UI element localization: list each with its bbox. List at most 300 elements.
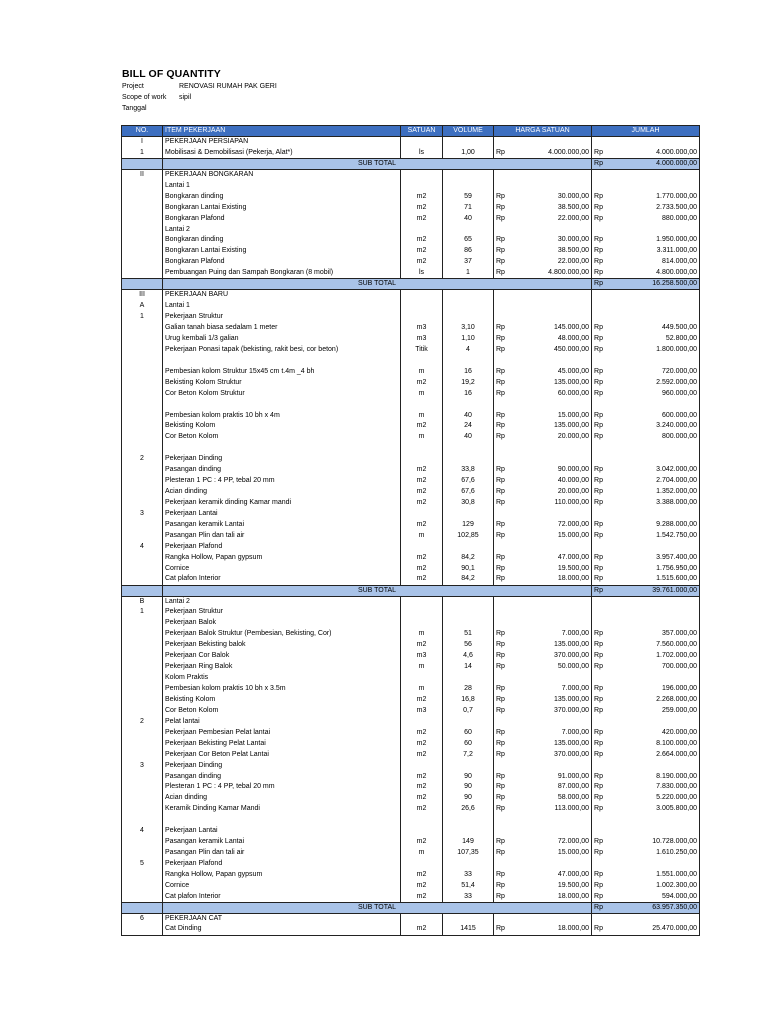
cell-harga-currency [494, 137, 516, 148]
cell-volume: 67,6 [443, 476, 494, 487]
cell-jumlah-currency: Rp [592, 432, 609, 443]
cell-item: Pekerjaan Plafond [163, 859, 401, 870]
table-row [122, 651, 700, 662]
cell-harga-satuan [516, 399, 592, 410]
cell-volume [443, 826, 494, 837]
cell-jumlah [609, 716, 700, 727]
cell-volume [443, 760, 494, 771]
cell-no [122, 552, 163, 563]
cell-jumlah-currency: Rp [592, 334, 609, 345]
cell-item: Cat plafon Interior [163, 891, 401, 902]
cell-volume [443, 180, 494, 191]
cell-no [122, 880, 163, 891]
cell-jumlah-currency: Rp [592, 487, 609, 498]
cell-jumlah: 7.830.000,00 [609, 782, 700, 793]
cell-harga-currency [494, 541, 516, 552]
table-row [122, 749, 700, 760]
cell-item: Bongkaran dinding [163, 235, 401, 246]
cell-volume: 84,2 [443, 574, 494, 585]
cell-satuan [401, 312, 443, 323]
cell-no [122, 848, 163, 859]
cell-jumlah: 1.515.600,00 [609, 574, 700, 585]
cell-item: Pekerjaan Plafond [163, 541, 401, 552]
cell-harga-currency: Rp [494, 684, 516, 695]
cell-jumlah: 3.042.000,00 [609, 465, 700, 476]
cell-no [122, 421, 163, 432]
table-row [122, 213, 700, 224]
cell-satuan: m [401, 684, 443, 695]
cell-volume: 37 [443, 257, 494, 268]
cell-jumlah [609, 399, 700, 410]
cell-jumlah: 420.000,00 [609, 727, 700, 738]
cell-item: Pekerjaan Lantai [163, 826, 401, 837]
cell-satuan: m2 [401, 727, 443, 738]
table-row [122, 454, 700, 465]
table-row [122, 618, 700, 629]
cell-volume: 107,35 [443, 848, 494, 859]
cell-satuan [401, 180, 443, 191]
cell-item: Pekerjaan Dinding [163, 454, 401, 465]
cell-harga-currency: Rp [494, 793, 516, 804]
cell-harga-currency: Rp [494, 530, 516, 541]
cell-no: A [122, 301, 163, 312]
cell-jumlah: 3.240.000,00 [609, 421, 700, 432]
cell-volume: 33 [443, 891, 494, 902]
cell-harga-satuan: 48.000,00 [516, 334, 592, 345]
cell-item: Pekerjaan Ring Balok [163, 662, 401, 673]
cell-jumlah-currency: Rp [592, 793, 609, 804]
cell-item: Cat Dinding [163, 924, 401, 935]
cell-no [122, 673, 163, 684]
cell-volume: 60 [443, 738, 494, 749]
cell-harga-satuan [516, 312, 592, 323]
cell-harga-currency: Rp [494, 727, 516, 738]
cell-harga-satuan [516, 541, 592, 552]
cell-jumlah-currency: Rp [592, 519, 609, 530]
cell-jumlah-currency [592, 913, 609, 924]
cell-item: Lantai 1 [163, 180, 401, 191]
cell-satuan [401, 509, 443, 520]
cell-harga-currency [494, 760, 516, 771]
cell-no [122, 705, 163, 716]
cell-jumlah-currency [592, 859, 609, 870]
table-row [122, 191, 700, 202]
cell-jumlah-currency: Rp [592, 268, 609, 279]
cell-harga-currency: Rp [494, 257, 516, 268]
cell-jumlah-currency: Rp [592, 498, 609, 509]
cell-item: Mobilisasi & Demobilisasi (Pekerja, Alat*) [163, 147, 401, 158]
cell-jumlah: 594.000,00 [609, 891, 700, 902]
cell-jumlah [609, 137, 700, 148]
cell-no: 3 [122, 760, 163, 771]
cell-no: II [122, 169, 163, 180]
cell-item: Bekisting Kolom Struktur [163, 377, 401, 388]
cell-jumlah-currency: Rp [592, 749, 609, 760]
cell-volume [443, 596, 494, 607]
cell-no [122, 749, 163, 760]
cell-harga-satuan: 450.000,00 [516, 344, 592, 355]
table-row [122, 552, 700, 563]
cell-harga-currency: Rp [494, 695, 516, 706]
cell-harga-satuan: 58.000,00 [516, 793, 592, 804]
cell-item: Pekerjaan Pembesian Pelat lantai [163, 727, 401, 738]
cell-jumlah: 2.268.000,00 [609, 695, 700, 706]
cell-no [122, 782, 163, 793]
cell-satuan: ls [401, 268, 443, 279]
cell-harga-currency: Rp [494, 870, 516, 881]
cell-jumlah-currency: Rp [592, 870, 609, 881]
cell-no [122, 640, 163, 651]
table-row [122, 563, 700, 574]
cell-jumlah-currency: Rp [592, 727, 609, 738]
cell-no: 1 [122, 312, 163, 323]
cell-jumlah-currency [592, 815, 609, 826]
cell-item: Pelat lantai [163, 716, 401, 727]
cell-volume [443, 312, 494, 323]
cell-jumlah-currency [592, 716, 609, 727]
cell-harga-satuan: 15.000,00 [516, 848, 592, 859]
cell-no [122, 246, 163, 257]
cell-no [122, 191, 163, 202]
cell-item: Pasangan dinding [163, 771, 401, 782]
cell-harga-currency: Rp [494, 388, 516, 399]
cell-harga-satuan: 15.000,00 [516, 410, 592, 421]
cell-harga-currency: Rp [494, 837, 516, 848]
table-row [122, 487, 700, 498]
cell-harga-satuan: 19.500,00 [516, 880, 592, 891]
cell-jumlah-currency: Rp [592, 202, 609, 213]
cell-no: 1 [122, 607, 163, 618]
cell-harga-currency: Rp [494, 552, 516, 563]
header-satuan: SATUAN [401, 126, 443, 137]
cell-harga-currency: Rp [494, 749, 516, 760]
cell-harga-satuan [516, 454, 592, 465]
cell-no [122, 815, 163, 826]
subtotal-currency: Rp [592, 158, 609, 169]
table-row [122, 760, 700, 771]
cell-volume: 1,00 [443, 147, 494, 158]
cell-volume: 129 [443, 519, 494, 530]
cell-harga-satuan: 135.000,00 [516, 640, 592, 651]
cell-harga-satuan [516, 169, 592, 180]
cell-jumlah-currency: Rp [592, 640, 609, 651]
meta-value: sipil [179, 94, 192, 101]
cell-satuan [401, 301, 443, 312]
cell-volume [443, 399, 494, 410]
table-row [122, 640, 700, 651]
subtotal-row [122, 279, 700, 290]
cell-volume [443, 301, 494, 312]
cell-satuan [401, 355, 443, 366]
cell-satuan: m2 [401, 837, 443, 848]
meta-scope [122, 94, 192, 101]
cell-harga-satuan: 113.000,00 [516, 804, 592, 815]
cell-satuan: m3 [401, 323, 443, 334]
cell-volume: 90 [443, 782, 494, 793]
table-row [122, 727, 700, 738]
cell-item: Kolom Praktis [163, 673, 401, 684]
cell-volume [443, 290, 494, 301]
cell-harga-currency [494, 607, 516, 618]
cell-harga-satuan: 145.000,00 [516, 323, 592, 334]
cell-harga-currency [494, 673, 516, 684]
cell-item: Plesteran 1 PC : 4 PP, tebal 20 mm [163, 476, 401, 487]
cell-harga-satuan [516, 355, 592, 366]
table-row [122, 410, 700, 421]
table-row [122, 169, 700, 180]
cell-harga-currency [494, 312, 516, 323]
cell-volume [443, 815, 494, 826]
cell-volume: 19,2 [443, 377, 494, 388]
cell-no [122, 487, 163, 498]
table-row [122, 137, 700, 148]
cell-harga-currency: Rp [494, 924, 516, 935]
cell-jumlah [609, 180, 700, 191]
cell-no [122, 355, 163, 366]
cell-jumlah-currency: Rp [592, 695, 609, 706]
meta-label: Project [122, 83, 144, 90]
cell-jumlah-currency: Rp [592, 662, 609, 673]
cell-jumlah: 1.352.000,00 [609, 487, 700, 498]
cell-item: Pembesian kolom praktis 10 bh x 4m [163, 410, 401, 421]
cell-no [122, 476, 163, 487]
cell-harga-currency: Rp [494, 268, 516, 279]
cell-jumlah: 1.610.250,00 [609, 848, 700, 859]
cell-satuan: m2 [401, 640, 443, 651]
cell-harga-satuan: 370.000,00 [516, 651, 592, 662]
cell-harga-satuan: 38.500,00 [516, 246, 592, 257]
cell-satuan: m2 [401, 519, 443, 530]
cell-no: 4 [122, 541, 163, 552]
cell-satuan [401, 913, 443, 924]
cell-satuan: m2 [401, 738, 443, 749]
cell-satuan: m2 [401, 924, 443, 935]
cell-harga-currency [494, 913, 516, 924]
boq-table [121, 125, 700, 936]
table-row [122, 290, 700, 301]
cell-jumlah-currency: Rp [592, 344, 609, 355]
cell-harga-satuan [516, 137, 592, 148]
cell-harga-currency [494, 301, 516, 312]
cell-volume: 28 [443, 684, 494, 695]
cell-harga-currency: Rp [494, 880, 516, 891]
cell-no [122, 257, 163, 268]
subtotal-row [122, 585, 700, 596]
cell-volume: 1,10 [443, 334, 494, 345]
cell-harga-satuan: 38.500,00 [516, 202, 592, 213]
meta-label: Scope of work [122, 94, 167, 101]
cell-satuan: m [401, 662, 443, 673]
cell-volume: 26,6 [443, 804, 494, 815]
table-row [122, 782, 700, 793]
cell-jumlah: 52.800,00 [609, 334, 700, 345]
cell-item: PEKERJAAN CAT [163, 913, 401, 924]
cell-jumlah-currency [592, 541, 609, 552]
cell-jumlah: 2.704.000,00 [609, 476, 700, 487]
cell-satuan [401, 541, 443, 552]
cell-satuan: m2 [401, 552, 443, 563]
cell-jumlah-currency [592, 826, 609, 837]
cell-no: III [122, 290, 163, 301]
cell-harga-satuan: 7.000,00 [516, 684, 592, 695]
cell-volume [443, 541, 494, 552]
table-row [122, 476, 700, 487]
cell-item: Pasangan Plin dan tali air [163, 530, 401, 541]
cell-no [122, 618, 163, 629]
cell-satuan: m [401, 629, 443, 640]
cell-item: Urug kembali 1/3 galian [163, 334, 401, 345]
cell-satuan: m2 [401, 191, 443, 202]
cell-harga-currency: Rp [494, 771, 516, 782]
cell-item: Cornice [163, 880, 401, 891]
cell-satuan [401, 137, 443, 148]
cell-satuan [401, 399, 443, 410]
subtotal-row [122, 158, 700, 169]
cell-volume: 16,8 [443, 695, 494, 706]
cell-harga-currency: Rp [494, 334, 516, 345]
cell-jumlah-currency: Rp [592, 530, 609, 541]
cell-no: 2 [122, 454, 163, 465]
table-row [122, 771, 700, 782]
cell-item: Pasangan keramik Lantai [163, 837, 401, 848]
cell-jumlah: 800.000,00 [609, 432, 700, 443]
cell-no [122, 651, 163, 662]
cell-item: Acian dinding [163, 793, 401, 804]
cell-item: Pekerjaan keramik dinding Kamar mandi [163, 498, 401, 509]
table-row [122, 355, 700, 366]
cell-jumlah: 2.733.500,00 [609, 202, 700, 213]
cell-harga-satuan [516, 826, 592, 837]
table-row [122, 738, 700, 749]
cell-jumlah: 960.000,00 [609, 388, 700, 399]
cell-no: 4 [122, 826, 163, 837]
cell-satuan: m3 [401, 651, 443, 662]
cell-volume: 90 [443, 771, 494, 782]
cell-harga-satuan: 87.000,00 [516, 782, 592, 793]
cell-harga-currency [494, 290, 516, 301]
cell-no: 5 [122, 859, 163, 870]
cell-no: I [122, 137, 163, 148]
cell-jumlah: 1.551.000,00 [609, 870, 700, 881]
cell-item: Pekerjaan Bekisting balok [163, 640, 401, 651]
cell-harga-satuan [516, 760, 592, 771]
cell-jumlah-currency: Rp [592, 651, 609, 662]
cell-item: Bongkaran dinding [163, 191, 401, 202]
cell-satuan: m2 [401, 246, 443, 257]
cell-item: Bongkaran Lantai Existing [163, 202, 401, 213]
cell-jumlah-currency: Rp [592, 738, 609, 749]
cell-volume: 40 [443, 213, 494, 224]
cell-item: Bongkaran Plafond [163, 257, 401, 268]
cell-volume: 1415 [443, 924, 494, 935]
cell-satuan: m [401, 432, 443, 443]
cell-no [122, 465, 163, 476]
cell-harga-satuan: 15.000,00 [516, 530, 592, 541]
cell-satuan: m2 [401, 793, 443, 804]
cell-harga-satuan: 370.000,00 [516, 749, 592, 760]
cell-jumlah: 1.770.000,00 [609, 191, 700, 202]
cell-satuan: m2 [401, 465, 443, 476]
cell-harga-satuan: 30.000,00 [516, 235, 592, 246]
cell-jumlah [609, 859, 700, 870]
cell-harga-currency [494, 859, 516, 870]
table-body [122, 137, 700, 936]
cell-no [122, 530, 163, 541]
cell-jumlah-currency [592, 169, 609, 180]
cell-jumlah-currency: Rp [592, 563, 609, 574]
cell-jumlah-currency: Rp [592, 421, 609, 432]
cell-harga-currency: Rp [494, 213, 516, 224]
cell-jumlah-currency: Rp [592, 476, 609, 487]
cell-volume: 90,1 [443, 563, 494, 574]
cell-no [122, 432, 163, 443]
cell-satuan: ls [401, 147, 443, 158]
cell-harga-currency: Rp [494, 662, 516, 673]
table-row [122, 147, 700, 158]
cell-jumlah-currency: Rp [592, 574, 609, 585]
subtotal-label: SUB TOTAL [163, 279, 592, 290]
cell-item: Acian dinding [163, 487, 401, 498]
table-row [122, 629, 700, 640]
cell-satuan [401, 618, 443, 629]
cell-harga-currency: Rp [494, 465, 516, 476]
cell-no [122, 235, 163, 246]
cell-volume: 1 [443, 268, 494, 279]
cell-harga-satuan [516, 607, 592, 618]
subtotal-currency: Rp [592, 279, 609, 290]
cell-no [122, 837, 163, 848]
table-row [122, 312, 700, 323]
cell-jumlah [609, 312, 700, 323]
cell-jumlah-currency [592, 596, 609, 607]
cell-harga-satuan: 22.000,00 [516, 213, 592, 224]
cell-item: Cor Beton Kolom [163, 705, 401, 716]
cell-item: Bekisting Kolom [163, 421, 401, 432]
cell-no [122, 498, 163, 509]
cell-satuan: m3 [401, 334, 443, 345]
cell-satuan: m2 [401, 213, 443, 224]
cell-jumlah-currency [592, 399, 609, 410]
cell-harga-currency [494, 180, 516, 191]
cell-volume: 71 [443, 202, 494, 213]
table-row [122, 344, 700, 355]
cell-jumlah: 3.388.000,00 [609, 498, 700, 509]
cell-satuan [401, 224, 443, 235]
cell-volume: 84,2 [443, 552, 494, 563]
cell-satuan [401, 673, 443, 684]
table-row [122, 607, 700, 618]
cell-no [122, 388, 163, 399]
cell-harga-currency [494, 716, 516, 727]
cell-harga-satuan: 7.000,00 [516, 727, 592, 738]
cell-item: Pekerjaan Bekisting Pelat Lantai [163, 738, 401, 749]
cell-no: 3 [122, 509, 163, 520]
cell-jumlah-currency: Rp [592, 684, 609, 695]
cell-jumlah: 600.000,00 [609, 410, 700, 421]
table-row [122, 891, 700, 902]
cell-jumlah-currency: Rp [592, 924, 609, 935]
cell-item: Pekerjaan Dinding [163, 760, 401, 771]
cell-item: Bekisting Kolom [163, 695, 401, 706]
table-row [122, 662, 700, 673]
cell-harga-currency: Rp [494, 498, 516, 509]
cell-item: Cat plafon Interior [163, 574, 401, 585]
table-row [122, 366, 700, 377]
table-row [122, 924, 700, 935]
cell-item: Pekerjaan Balok [163, 618, 401, 629]
cell-harga-currency: Rp [494, 891, 516, 902]
cell-jumlah-currency: Rp [592, 891, 609, 902]
